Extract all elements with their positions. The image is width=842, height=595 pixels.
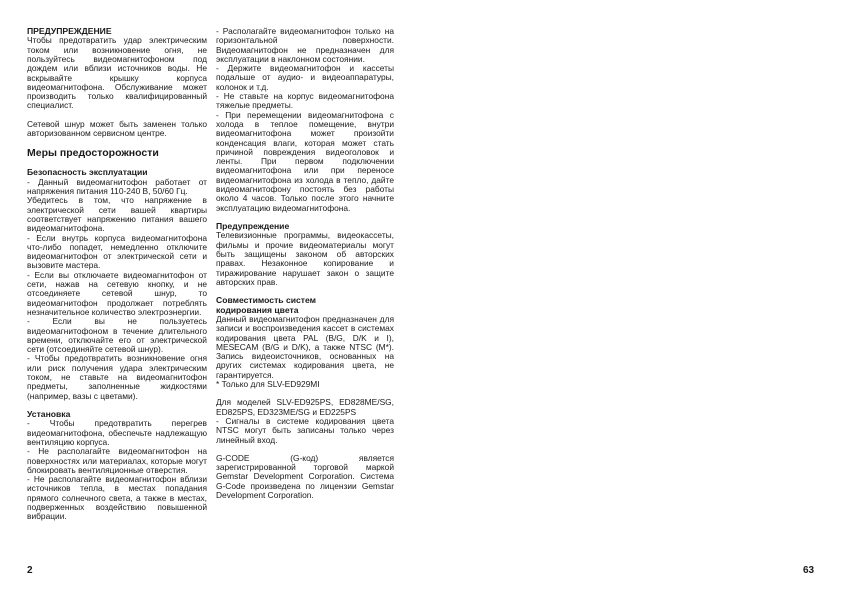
safety-item: - Если вы отключаете видеомагнитофон от сети, нажав на сетевую кнопку, и не отсоединяете сетевой шнур, то видеомагнитофон продолжает потреблять незначительное количество электроэнергии. [27,269,207,317]
compat-title: кодирования цвета [216,304,299,315]
install-item: - Не располагайте видеомагнитофон на поверхностях или материалах, которые могут блокировать вентиляционные отверстия. [27,446,207,475]
precautions-title: Меры предосторожности [27,147,159,160]
right-column [216,27,394,500]
warning-text: Чтобы предотвратить удар электрическим током или возникновение огня, не пользуйтесь видеомагнитофоном под дождем или вблизи источников воды. Не вскрывайте крышку корпуса видеомагнитофона. Обслуживание может производить только квалифицированный специалист. [27,35,207,111]
warning2-text: Телевизионные программы, видеокассеты, фильмы и прочие видеоматериалы могут быть защищены законом об авторских правах. Незаконное копирование и тиражирование нарушает закон о защите авторских прав. [216,230,394,287]
install-item: - Чтобы предотвратить перегрев видеомагнитофона, обеспечьте надлежащую вентиляцию корпуса. [27,418,207,447]
safety-item: Убедитесь в том, что напряжение в электрической сети вашей квартиры соответствует напряжению питания вашего видеомагнитофона. [27,195,207,234]
cord-text: Сетевой шнур может быть заменен только авторизованном сервисном центре. [27,118,207,139]
compat-note: * Только для SLV-ED929MI [216,379,320,390]
warning2-title: Предупреждение [216,220,290,231]
safety-item: - Чтобы предотвратить возникновение огня или риск получения удара электрическим током, не ставьте на видеомагнитофон предметы, заполненные жидкостями (например, вазы с цветами). [27,353,207,401]
safety-item: - Данный видеомагнитофон работает от напряжения питания 110-240 В, 50/60 Гц. [27,176,207,197]
compat-title: Совместимость систем [216,295,317,306]
warning-title: ПРЕДУПРЕЖДЕНИЕ [27,26,112,36]
page-number-right: 63 [803,565,815,576]
page-number-left: 2 [27,565,33,576]
install-item: - Не ставьте на корпус видеомагнитофона тяжелые предметы. [216,91,394,111]
compat-text: Данный видеомагнитофон предназначен для записи и воспроизведения кассет в системах кодирования цвета PAL (B/G, D/K и I), MESECAM (B/G и D/K), а также NTSC (M*). Запись видеоисточников, основанных на других системах кодирования цвета, не гарантируется. [216,313,394,380]
models-item: - Сигналы в системе кодирования цвета NTSC могут быть записаны только через линейный вход. [216,415,394,445]
models-text: Для моделей SLV-ED925PS, ED828ME/SG, ED825PS, ED323ME/SG и ED225PS [216,397,394,417]
install-item: - Не располагайте видеомагнитофон вблизи источников тепла, в местах попадания прямого солнечного света, а также в местах, подверженных воздействию повышенной вибрации. [27,474,207,522]
left-column [27,27,207,522]
gcode-text: G-CODE (G-код) является зарегистрированной торговой маркой Gemstar Development Corporation. Система G-Code произведена по лицензии Gemstar Development Corporation. [216,452,394,500]
install-item: - При перемещении видеомагнитофона с холода в теплое помещение, внутри видеомагнитофона может произойти конденсация влаги, которая может стать причиной повреждения видеоголовок и ленты. При первом подключении видеомагнитофона или при переносе видеомагнитофона из холода в тепло, дайте видеомагнитофону постоять без работы около 4 часов. Только после этого начните эксплуатацию видеомагнитофона. [216,109,394,213]
safety-title: Безопасность эксплуатации [27,167,148,178]
safety-item: - Если вы не пользуетесь видеомагнитофоном в течение длительного времени, отключайте его от электрической сети (отсоединяйте сетевой шнур). [27,316,207,355]
safety-item: - Если внутрь корпуса видеомагнитофона что-либо попадет, немедленно отключите видеомагнитофон от электрической сети и вызовите мастера. [27,232,207,271]
install-title: Установка [27,408,71,419]
install-item: - Располагайте видеомагнитофон только на горизонтальной поверхности. Видеомагнитофон не предназначен для эксплуатации в наклонном состоянии. [216,26,394,64]
install-item: - Держите видеомагнитофон и кассеты подальше от аудио- и видеоаппаратуры, колонок и т.д. [216,63,394,92]
